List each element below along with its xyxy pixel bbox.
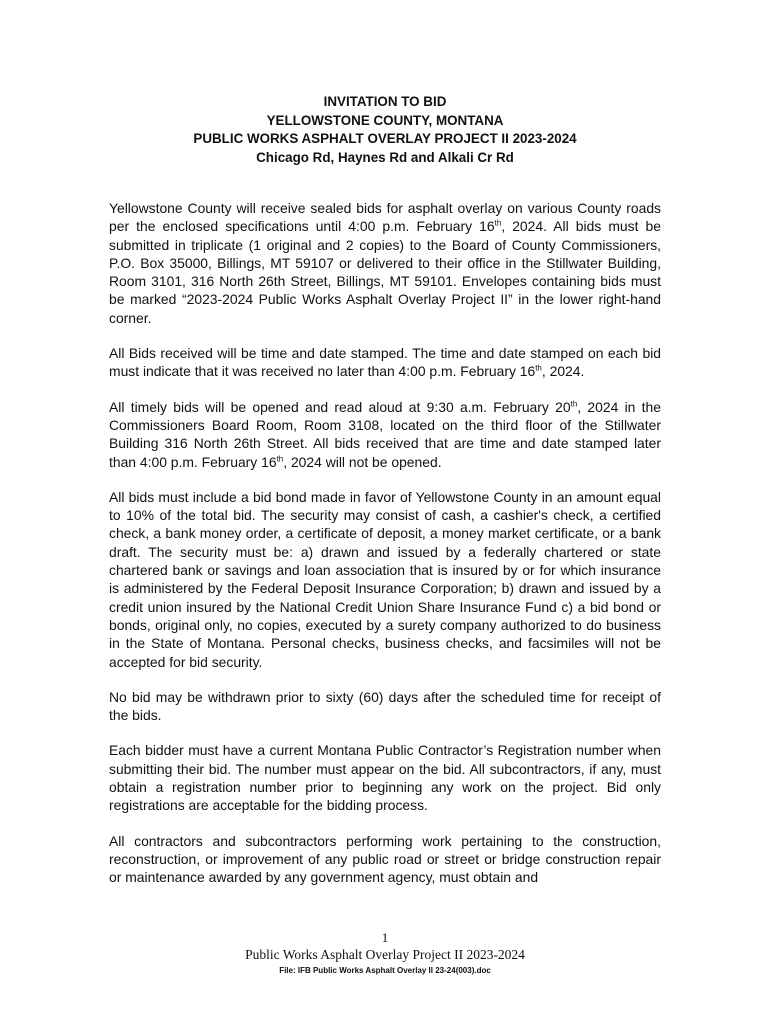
page-number: 1 (381, 930, 389, 945)
paragraph-2 (109, 344, 661, 381)
paragraph-2-text-a: All Bids received will be time and date stamped. The time and date stamped on each bid must indicate that it was received no later than 4:00 p.m. February 16 (109, 345, 661, 380)
header-line-2: YELLOWSTONE COUNTY, MONTANA (266, 112, 504, 128)
paragraph-2-sup: th (535, 363, 542, 373)
paragraph-3-text-a: All timely bids will be opened and read aloud at 9:30 a.m. February 20 (109, 398, 571, 415)
paragraph-3-sup-1: th (570, 399, 578, 409)
footer-file-name: File: IFB Public Works Asphalt Overlay II 23-24(003).doc (279, 966, 491, 975)
header-line-3: PUBLIC WORKS ASPHALT OVERLAY PROJECT II 2023-2024 (193, 131, 577, 146)
paragraph-1-text-a: Yellowstone County will receive sealed bids for asphalt overlay on various County roads per the enclosed specifications until 4:00 p.m. February 16 (109, 200, 661, 235)
paragraph-3 (109, 398, 661, 471)
paragraph-7: All contractors and subcontractors performing work pertaining to the construction, reconstruction, or improvement of any public road or street or bridge construction repair or maintenance awarded by any government agency, must obtain and (109, 832, 661, 886)
document-body (109, 199, 661, 904)
header-line-1: INVITATION TO BID (323, 94, 447, 109)
document-header (60, 93, 710, 167)
paragraph-1-sup: th (494, 218, 502, 228)
paragraph-4: All bids must include a bid bond made in favor of Yellowstone County in an amount equal to 10% of the total bid. The security may consist of cash, a cashier's check, a certified check, a bank money order, a certificate of deposit, a money market certificate, or a bank draft. The security must be: a) drawn and issued by a federally chartered or state chartered bank or savings and loan association that is insured by or for which insurance is administered by the Federal Deposit Insurance Corporation; b) drawn and issued by a credit union insured by the National Credit Union Share Insurance Fund c) a bid bond or bonds, original only, no copies, executed by a surety company authorized to do business in the State of Montana. Personal checks, business checks, and facsimiles will not be accepted for bid security. (109, 488, 661, 670)
paragraph-3-sup-2: th (276, 453, 284, 463)
paragraph-5: No bid may be withdrawn prior to sixty (60) days after the scheduled time for receipt of the bids. (109, 688, 661, 724)
paragraph-2-text-b: , 2024. (541, 363, 585, 380)
paragraph-3-text-b: , 2024 in the Commissioners Board Room, Room 3108, located on the third floor of the Stillwater Building 316 North 26th Street. All bids received that are time and date stamped later than 4:00 p.m. February 16 (109, 398, 661, 470)
header-line-4: Chicago Rd, Haynes Rd and Alkali Cr Rd (256, 149, 514, 165)
paragraph-1-text-b: , 2024. All bids must be submitted in triplicate (1 original and 2 copies) to the Board of County Commissioners, P.O. Box 35000, Billings, MT 59107 or delivered to their office in the Stillwater Building, Room 3101, 316 North 26th Street, Billings, MT 59101. Envelopes containing bids must be marked “2023-2024 Public Works Asphalt Overlay Project II” in the lower right-hand corner. (109, 218, 661, 326)
document-footer (60, 930, 710, 976)
footer-title: Public Works Asphalt Overlay Project II 2023-2024 (245, 947, 525, 962)
paragraph-6: Each bidder must have a current Montana Public Contractor’s Registration number when submitting their bid. The number must appear on the bid. All subcontractors, if any, must obtain a registration number prior to beginning any work on the project. Bid only registrations are acceptable for the bidding process. (109, 742, 661, 814)
paragraph-1 (109, 199, 661, 327)
paragraph-3-text-c: , 2024 will not be opened. (283, 453, 442, 470)
